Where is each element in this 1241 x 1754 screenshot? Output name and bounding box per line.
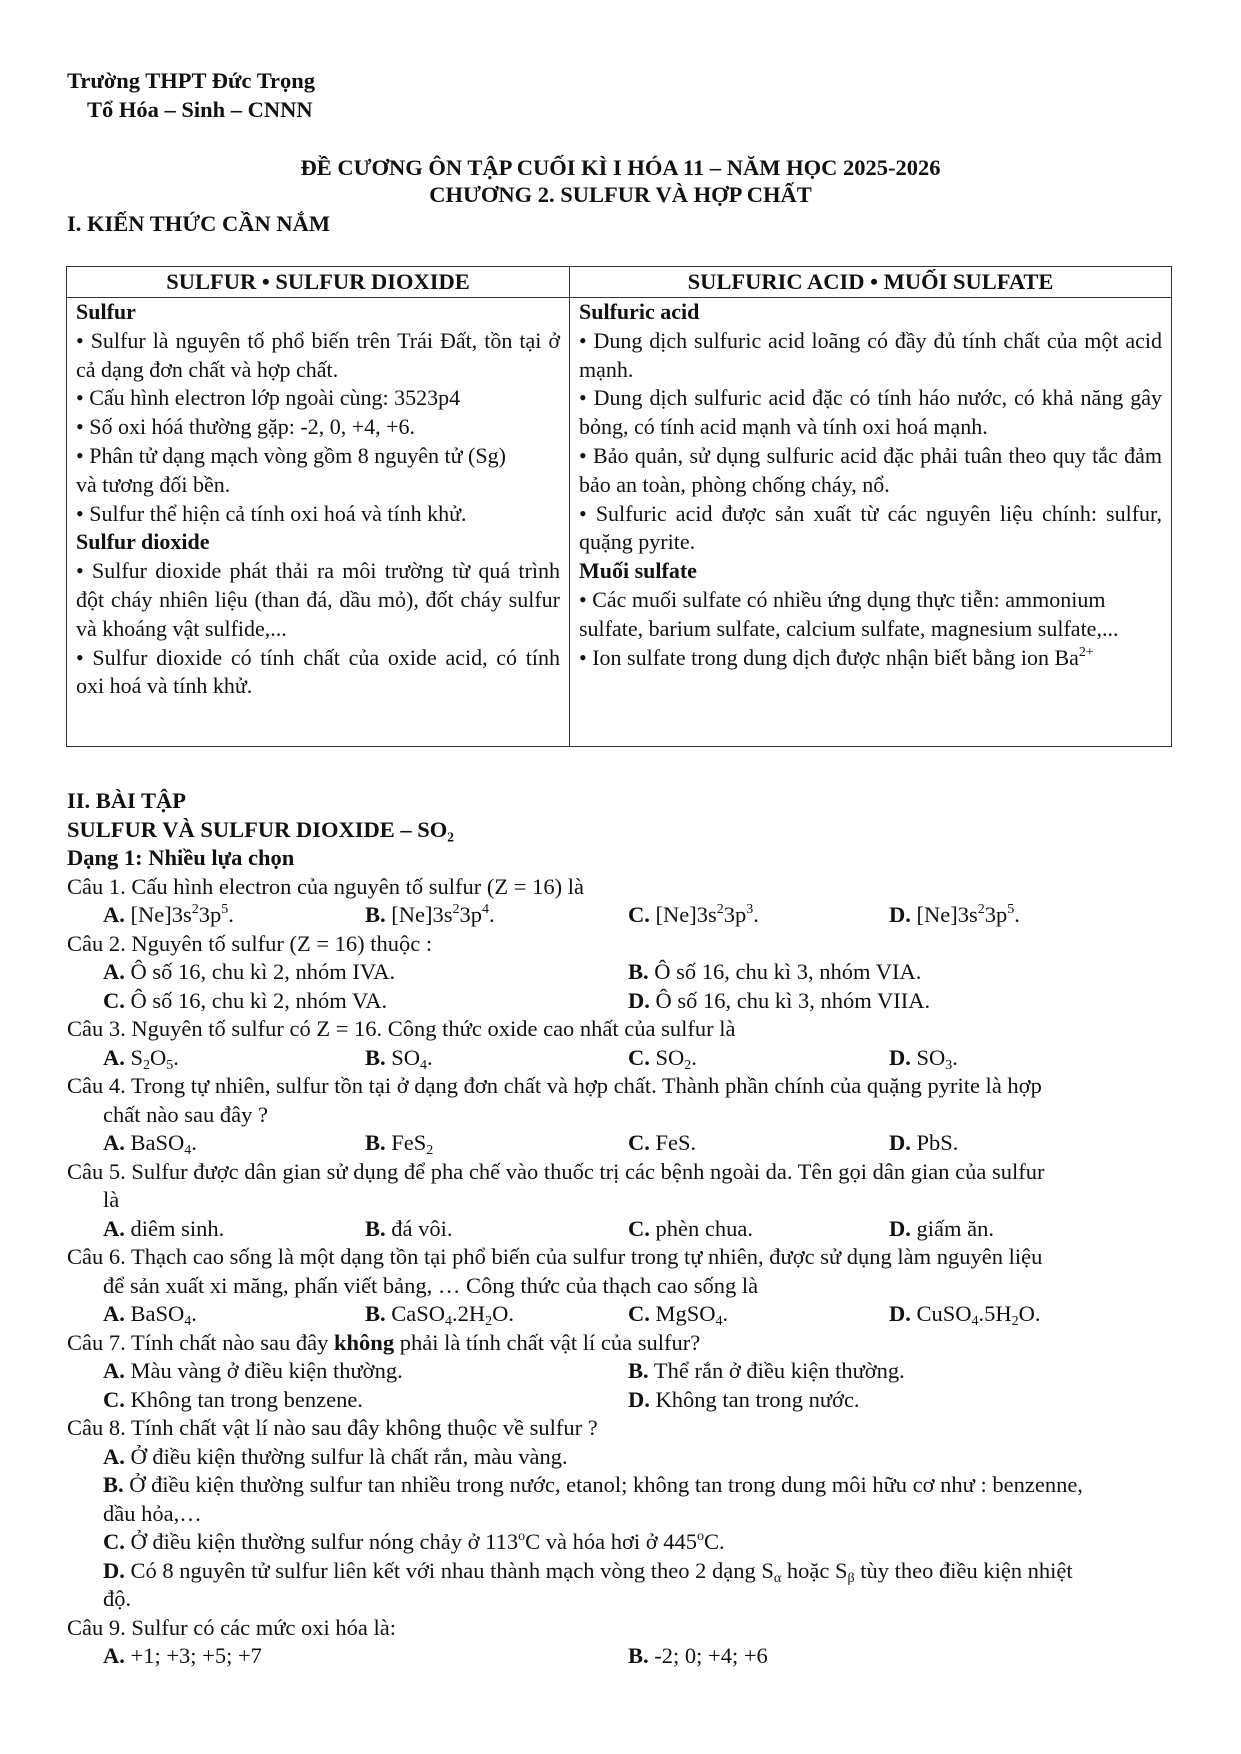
- list-item: • Sulfur dioxide phát thải ra môi trường từ quá trình đột cháy nhiên liệu (than đá, dầu mỏ), đốt cháy sulfur và khoáng vật sulfide,...: [76, 558, 560, 641]
- option-a[interactable]: A. +1; +3; +5; +7: [103, 1643, 262, 1668]
- table-cell-sulfur: [67, 298, 570, 747]
- chapter-title: CHƯƠNG 2. SULFUR VÀ HỢP CHẤT: [429, 182, 812, 207]
- question-text: Tính chất vật lí nào sau đây không thuộc về sulfur ?: [125, 1415, 598, 1440]
- question-number: Câu 2.: [67, 930, 126, 956]
- option-c[interactable]: C. $SO_2$.: [628, 1044, 697, 1073]
- question-3: [67, 1015, 1173, 1044]
- option-c[interactable]: C. Ở điều kiện thường sulfur nóng chảy ở 113$^o$C và hóa hơi ở 445$^o$C.: [103, 1529, 725, 1554]
- summary-table: [66, 266, 1172, 747]
- question-9: [67, 1614, 1173, 1643]
- list-item: • Số oxi hóá thường gặp: -2, 0, +4, +6.: [76, 414, 416, 440]
- list-item: • Bảo quản, sử dụng sulfuric acid đặc phải tuân theo quy tắc đảm bảo an toàn, phòng chống cháy, nổ.: [579, 442, 1162, 497]
- option-b[interactable]: B. Thể rắn ở điều kiện thường.: [628, 1358, 905, 1383]
- document-title: ĐỀ CƯƠNG ÔN TẬP CUỐI KÌ I HÓA 11 – NĂM HỌC 2025-2026: [300, 155, 941, 180]
- option-d[interactable]: D. giấm ăn.: [889, 1215, 994, 1241]
- option-d[interactable]: D. $CuSO_4.5H_2O$.: [889, 1301, 1041, 1329]
- option-b[interactable]: B. Ở điều kiện thường sulfur tan nhiều trong nước, etanol; không tan trong dung môi hữu cơ như : benzenne,: [103, 1472, 1083, 1497]
- section-heading-knowledge: I. KIẾN THỨC CẦN NẮM: [67, 211, 331, 236]
- list-item: • Phân tử dạng mạch vòng gồm 8 nguyên tử (Sg) và tương đối bền.: [76, 442, 506, 497]
- question-7: Câu 7. Tính chất nào sau đây không phải là tính chất vật lí của sulfur?: [67, 1329, 701, 1355]
- option-c[interactable]: C. MgSO$_4$.: [628, 1301, 729, 1329]
- question-text: Sulfur có các mức oxi hóa là:: [125, 1614, 396, 1640]
- options-q6: [67, 1300, 1173, 1329]
- option-d[interactable]: D. Không tan trong nước.: [628, 1386, 860, 1412]
- option-b[interactable]: B. $[Ne]3s^23p^4$.: [365, 902, 495, 927]
- option-a[interactable]: A. BaSO$_4$.: [103, 1301, 197, 1329]
- options-q3: [67, 1044, 1173, 1073]
- question-6-continued: để sản xuất xi măng, phấn viết bảng, … Công thức của thạch cao sống là: [103, 1272, 759, 1298]
- option-d[interactable]: D. PbS.: [889, 1130, 959, 1155]
- school-name: Trường THPT Đức Trọng: [67, 68, 316, 93]
- table-cell-sulfuric-acid: [570, 298, 1172, 747]
- list-item: [579, 644, 1162, 673]
- options-q9: [67, 1642, 1173, 1671]
- section-heading-exercises: II. BÀI TẬP: [67, 788, 186, 813]
- question-number: Câu 8.: [67, 1415, 126, 1440]
- option-c[interactable]: C. FeS.: [628, 1130, 697, 1155]
- question-number: Câu 6.: [67, 1244, 126, 1269]
- option-b[interactable]: B. $CaSO_4.2H_2O$.: [365, 1301, 515, 1329]
- question-text: Cấu hình electron của nguyên tố sulfur (Z = 16) là: [125, 873, 584, 899]
- question-text: Thạch cao sống là một dạng tồn tại phổ biến của sulfur trong tự nhiên, được sử dụng làm nguyên liệu: [125, 1244, 1043, 1269]
- question-2: [67, 930, 1173, 959]
- subheading-sulfur-dioxide: Sulfur dioxide: [76, 529, 210, 555]
- department-name: Tổ Hóa – Sinh – CNNN: [87, 97, 313, 122]
- option-a[interactable]: A. diêm sinh.: [103, 1215, 225, 1241]
- list-item: • Dung dịch sulfuric acid đặc có tính háo nước, có khả năng gây bỏng, có tính acid mạnh và tính oxi hoá mạnh.: [579, 385, 1162, 440]
- question-5-continued: là: [103, 1187, 120, 1212]
- option-d[interactable]: D. Ô số 16, chu kì 3, nhóm VIIA.: [628, 987, 931, 1013]
- school-header: [67, 66, 315, 124]
- subheading-sulfate: Muối sulfate: [579, 558, 697, 584]
- question-number: Câu 7.: [67, 1329, 126, 1355]
- list-item: • Sulfur thể hiện cả tính oxi hoá và tính khử.: [76, 500, 467, 526]
- question-text: Nguyên tố sulfur có Z = 16. Công thức oxide cao nhất của sulfur là: [125, 1016, 736, 1041]
- option-c[interactable]: C. Không tan trong benzene.: [103, 1386, 363, 1412]
- option-a[interactable]: A. BaSO$_4$.: [103, 1130, 197, 1158]
- option-d[interactable]: D. $SO_3$.: [889, 1044, 958, 1073]
- option-a[interactable]: A. $S_2O_5$.: [103, 1044, 179, 1073]
- question-4: [67, 1072, 1173, 1101]
- table-header-sulfur: SULFUR • SULFUR DIOXIDE: [67, 267, 570, 298]
- emphasis-not: không: [334, 1329, 395, 1355]
- question-1: [67, 873, 1173, 902]
- question-text: Sulfur được dân gian sử dụng để pha chế vào thuốc trị các bệnh ngoài da. Tên gọi dân gian của sulfur: [125, 1158, 1045, 1184]
- ion-charge: 2+: [1078, 644, 1094, 660]
- options-q1: [67, 901, 1173, 930]
- list-item: • Sulfuric acid được sản xuất từ các nguyên liệu chính: sulfur, quặng pyrite.: [579, 500, 1162, 555]
- question-5: [67, 1158, 1173, 1187]
- option-a[interactable]: A. Màu vàng ở điều kiện thường.: [103, 1358, 403, 1383]
- question-number: Câu 3.: [67, 1016, 126, 1041]
- options-q7-row2: [67, 1386, 1173, 1415]
- exercise-section: [67, 787, 1173, 1671]
- option-c[interactable]: C. $[Ne]3s^23p^3$.: [628, 902, 759, 927]
- question-text: Trong tự nhiên, sulfur tồn tại ở dạng đơn chất và hợp chất. Thành phần chính của quặng pyrite là hợp: [125, 1073, 1042, 1098]
- option-a[interactable]: A. Ở điều kiện thường sulfur là chất rắn, màu vàng.: [103, 1443, 568, 1469]
- option-c[interactable]: C. Ô số 16, chu kì 2, nhóm VA.: [103, 987, 388, 1013]
- option-a[interactable]: A. $[Ne]3s^23p^5$.: [103, 902, 234, 927]
- option-c[interactable]: C. phèn chua.: [628, 1215, 753, 1241]
- topic-heading: SULFUR VÀ SULFUR DIOXIDE – SO₂: [67, 816, 455, 842]
- option-b[interactable]: B. Ô số 16, chu kì 3, nhóm VIA.: [628, 959, 922, 984]
- question-type-heading: Dạng 1: Nhiều lựa chọn: [67, 845, 295, 870]
- option-b-continued: dầu hỏa,…: [103, 1500, 202, 1526]
- list-item: • Sulfur dioxide có tính chất của oxide acid, có tính oxi hoá và tính khử.: [76, 644, 560, 699]
- option-d[interactable]: D. $[Ne]3s^23p^5$.: [889, 902, 1020, 927]
- table-header-sulfuric-acid: SULFURIC ACID • MUỐI SULFATE: [570, 267, 1172, 298]
- options-q4: [67, 1129, 1173, 1158]
- list-item: • Dung dịch sulfuric acid loãng có đầy đủ tính chất của một acid mạnh.: [579, 327, 1162, 382]
- list-item: • Sulfur là nguyên tố phổ biến trên Trái Đất, tồn tại ở cả dạng đơn chất và hợp chất.: [76, 327, 560, 382]
- option-b[interactable]: B. đá vôi.: [365, 1215, 453, 1241]
- option-b[interactable]: B. -2; 0; +4; +6: [628, 1643, 768, 1668]
- question-text: Nguyên tố sulfur (Z = 16) thuộc :: [125, 930, 433, 956]
- options-q2-row1: [67, 958, 1173, 987]
- option-b[interactable]: B. $SO_4$.: [365, 1044, 433, 1073]
- subheading-sulfur: Sulfur: [76, 299, 136, 324]
- list-item: • Cấu hình electron lớp ngoài cùng: 3523p4: [76, 385, 461, 411]
- options-q2-row2: [67, 987, 1173, 1016]
- question-number: Câu 1.: [67, 873, 126, 899]
- option-d[interactable]: D. Có 8 nguyên tử sulfur liên kết với nhau thành mạch vòng theo 2 dạng $S_\alpha$ hoặc $S_\beta$ tùy theo điều kiện nhiệt: [103, 1557, 1073, 1586]
- subheading-sulfuric-acid: Sulfuric acid: [579, 299, 700, 324]
- option-b[interactable]: B. FeS$_2$: [365, 1130, 434, 1158]
- question-4-continued: chất nào sau đây ?: [103, 1101, 268, 1127]
- option-a[interactable]: A. Ô số 16, chu kì 2, nhóm IVA.: [103, 959, 396, 984]
- options-q7-row1: [67, 1357, 1173, 1386]
- options-q5: [67, 1215, 1173, 1244]
- sulfate-ion-text: • Ion sulfate trong dung dịch được nhận biết bằng ion Ba: [579, 644, 1079, 670]
- question-number: Câu 9.: [67, 1614, 126, 1640]
- question-8: [67, 1414, 1173, 1443]
- list-item: • Các muối sulfate có nhiều ứng dụng thực tiễn: ammonium sulfate, barium sulfate, calcium sulfate, magnesium sulfate,...: [579, 586, 1119, 641]
- question-number: Câu 5.: [67, 1158, 126, 1184]
- question-number: Câu 4.: [67, 1073, 126, 1098]
- option-d-continued: độ.: [103, 1586, 132, 1611]
- question-6: [67, 1243, 1173, 1272]
